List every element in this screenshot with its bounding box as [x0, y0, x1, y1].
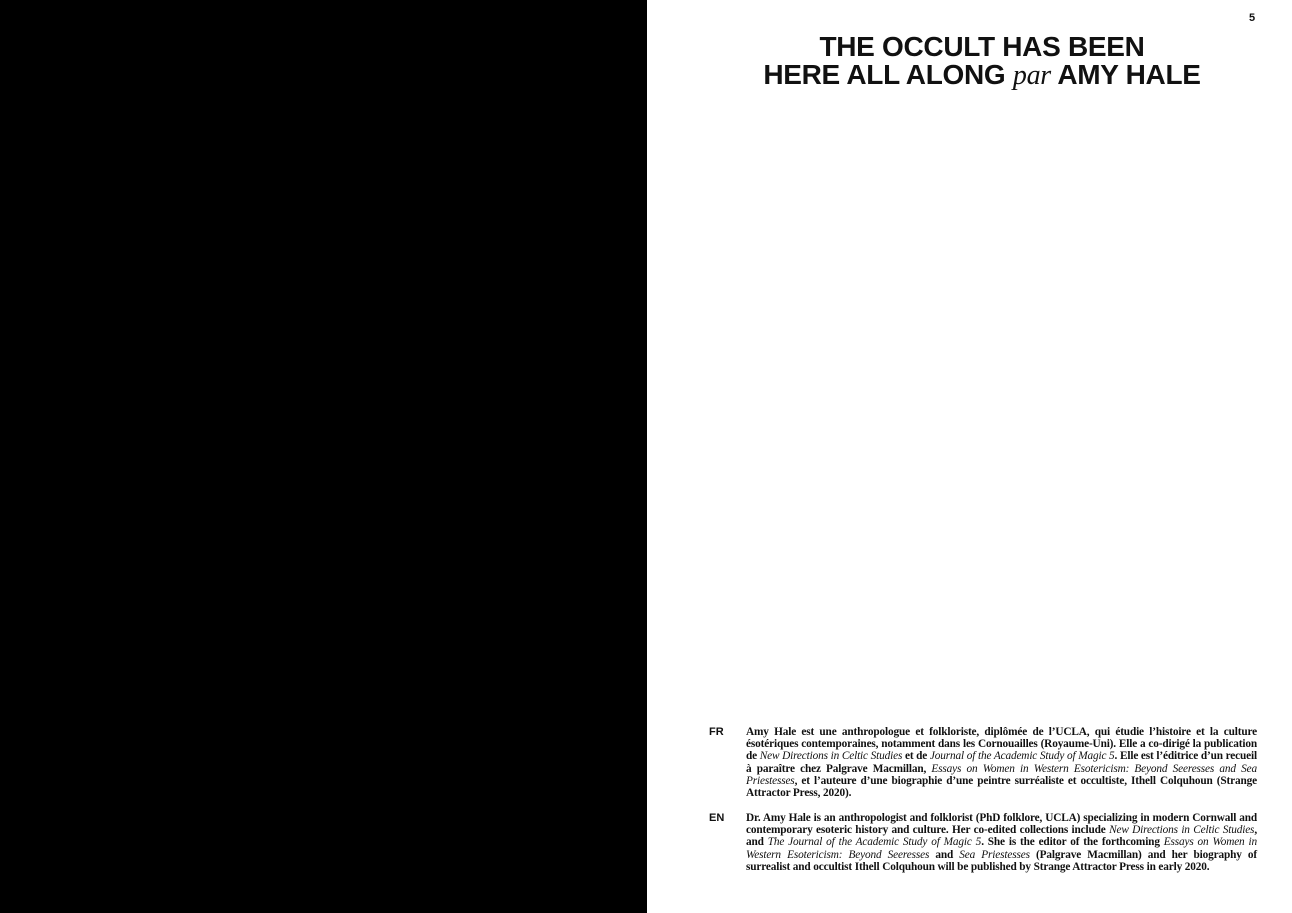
lang-label-en: EN	[709, 812, 725, 824]
bio-en-text-1: Dr. Amy Hale is an anthropologist and folklorist (PhD folklore, UCLA) specializing in modern Cornwall and contemporary esoteric history and culture. Her co-edited collections include	[746, 812, 1257, 837]
bio-fr-text-2: et de	[902, 750, 930, 763]
title-line-2	[687, 61, 1277, 90]
page-title	[687, 33, 1277, 90]
bio-en-text-3: . She is the editor of the forthcoming	[981, 836, 1164, 849]
lang-label-fr: FR	[709, 726, 724, 738]
bio-fr-italic-3: Essays on Women in Western Esotericism: Beyond Seeresses and Sea Priestesses	[746, 762, 1257, 787]
bio-fr-italic-1: New Directions in Celtic Studies	[759, 750, 903, 763]
title-author: AMY HALE	[1050, 59, 1201, 90]
title-line-2-main: HERE ALL ALONG	[763, 59, 1013, 90]
bio-en-italic-2: The Journal of the Academic Study of Magic 5	[767, 836, 982, 849]
bio-en-text-2: , and	[746, 824, 1257, 849]
bio-en-text-4: and	[929, 848, 960, 861]
bio-en-italic-4: Sea Priestesses	[959, 848, 1030, 861]
bio-english	[709, 812, 1257, 873]
title-par: par	[1012, 60, 1051, 91]
bio-en-italic-3: Essays on Women in Western Esotericism: Beyond Seeresses	[746, 836, 1257, 861]
title-line-1: THE OCCULT HAS BEEN	[819, 31, 1145, 62]
bio-en-italic-1: New Directions in Celtic Studies	[1109, 824, 1255, 837]
bio-fr-text-3: . Elle est l’éditrice d’un recueil à paraître chez Palgrave Macmillan,	[746, 750, 1257, 775]
page-number: 5	[1248, 12, 1256, 24]
text-page	[647, 0, 1292, 913]
bio-text-en	[746, 812, 1257, 873]
bio-fr-text-4: , et l’auteure d’une biographie d’une peintre surréaliste et occultiste, Ithell Colquhoun (Strange Attractor Press, 2020).	[746, 774, 1257, 800]
bio-en-text-5: (Palgrave Macmillan) and her biography of surrealist and occultist Ithell Colquhoun will be published by Strange Attractor Press in early 2020.	[746, 848, 1257, 873]
bio-fr-italic-2: Journal of the Academic Study of Magic 5	[929, 750, 1115, 763]
bio-fr-text-1: Amy Hale est une anthropologue et folkloriste, diplômée de l’UCLA, qui étudie l’histoire et la culture ésotériques contemporaines, notamment dans les Cornouailles (Royaume-Uni). Elle a co-dirigé la publication de	[746, 726, 1257, 763]
bio-text-fr	[746, 726, 1257, 799]
bio-french	[709, 726, 1257, 799]
